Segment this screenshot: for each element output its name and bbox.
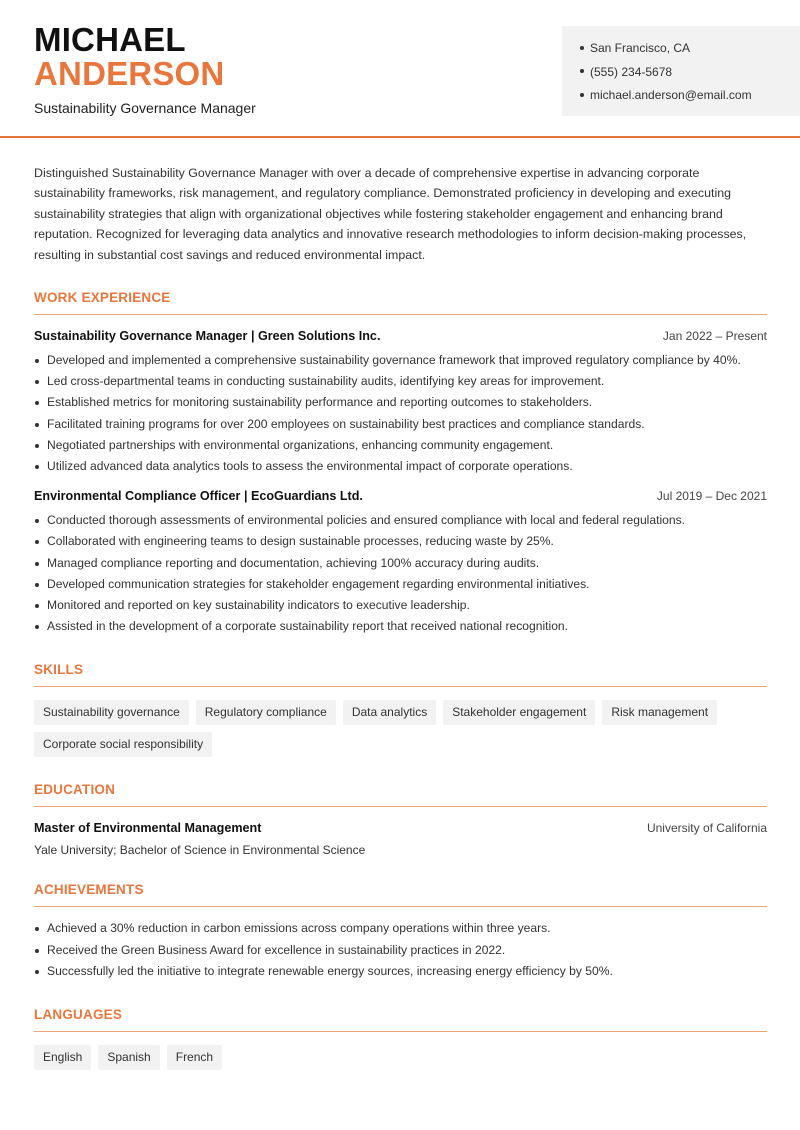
education-detail: Yale University; Bachelor of Science in Environmental Science xyxy=(34,843,366,858)
list-item: Monitored and reported on key sustainability indicators to executive leadership. xyxy=(34,595,767,616)
skill-tag: Risk management xyxy=(602,700,717,725)
languages-list xyxy=(34,1045,767,1070)
professional-summary: Distinguished Sustainability Governance Manager with over a decade of comprehensive expertise in advancing corporate sustainability frameworks, risk management, and regulatory compliance. Demonstrated proficiency in developing and executing sustainability strategies that align with organizational objectives while fostering stakeholder engagement and enhancing brand reputation. Recognized for leveraging data analytics and innovative research methodologies to inform decision-making processes, resulting in substantial cost savings and reduced environmental impact. xyxy=(34,166,747,262)
resume-body xyxy=(34,163,767,1070)
contact-box xyxy=(562,26,800,116)
bullet-icon xyxy=(580,69,584,73)
list-item: Managed compliance reporting and documentation, achieving 100% accuracy during audits. xyxy=(34,553,767,574)
resume-header xyxy=(0,0,800,138)
skills-list xyxy=(34,700,767,757)
job-entry xyxy=(34,329,767,477)
language-tag: English xyxy=(34,1045,91,1070)
job-bullets xyxy=(34,350,767,477)
institution: University of California xyxy=(646,821,767,836)
contact-location: San Francisco, CA xyxy=(580,37,800,61)
list-item: Utilized advanced data analytics tools to assess the environmental impact of corporate operations. xyxy=(34,456,767,477)
first-name: MICHAEL xyxy=(34,21,186,58)
education-entry xyxy=(34,821,767,857)
list-item: Achieved a 30% reduction in carbon emissions across company operations within three years. xyxy=(34,918,767,939)
job-dates: Jul 2019 – Dec 2021 xyxy=(656,489,767,504)
contact-phone: (555) 234-5678 xyxy=(580,61,800,85)
job-title: Sustainability Governance Manager | Green Solutions Inc. xyxy=(34,329,381,344)
section-heading-achievements: ACHIEVEMENTS xyxy=(34,882,767,907)
skill-tag: Sustainability governance xyxy=(34,700,189,725)
list-item: Successfully led the initiative to integrate renewable energy sources, increasing energy efficiency by 50%. xyxy=(34,961,767,982)
language-tag: French xyxy=(167,1045,222,1070)
job-title-heading: Sustainability Governance Manager xyxy=(34,100,256,116)
bullet-icon xyxy=(580,46,584,50)
list-item: Negotiated partnerships with environmental organizations, enhancing community engagement. xyxy=(34,435,767,456)
list-item: Collaborated with engineering teams to design sustainable processes, reducing waste by 25%. xyxy=(34,531,767,552)
achievements-list xyxy=(34,918,767,982)
list-item: Developed communication strategies for stakeholder engagement regarding environmental initiatives. xyxy=(34,574,767,595)
section-heading-work: WORK EXPERIENCE xyxy=(34,290,767,315)
section-heading-languages: LANGUAGES xyxy=(34,1007,767,1032)
list-item: Led cross-departmental teams in conducting sustainability audits, identifying key areas for improvement. xyxy=(34,371,767,392)
job-bullets xyxy=(34,510,767,637)
degree: Master of Environmental Management xyxy=(34,821,262,836)
skill-tag: Corporate social responsibility xyxy=(34,732,212,757)
list-item: Developed and implemented a comprehensive sustainability governance framework that improved regulatory compliance by 40%. xyxy=(34,350,767,371)
list-item: Facilitated training programs for over 200 employees on sustainability best practices and compliance standards. xyxy=(34,414,767,435)
job-dates: Jan 2022 – Present xyxy=(662,329,767,344)
skill-tag: Stakeholder engagement xyxy=(443,700,595,725)
skill-tag: Regulatory compliance xyxy=(196,700,336,725)
list-item: Assisted in the development of a corporate sustainability report that received national recognition. xyxy=(34,616,767,637)
list-item: Established metrics for monitoring sustainability performance and reporting outcomes to stakeholders. xyxy=(34,392,767,413)
contact-email: michael.anderson@email.com xyxy=(580,84,800,108)
skill-tag: Data analytics xyxy=(343,700,436,725)
section-heading-education: EDUCATION xyxy=(34,782,767,807)
section-heading-skills: SKILLS xyxy=(34,662,767,687)
bullet-icon xyxy=(580,93,584,97)
candidate-name xyxy=(34,21,225,92)
list-item: Received the Green Business Award for excellence in sustainability practices in 2022. xyxy=(34,940,767,961)
list-item: Conducted thorough assessments of environmental policies and ensured compliance with local and federal regulations. xyxy=(34,510,767,531)
job-entry xyxy=(34,489,767,637)
language-tag: Spanish xyxy=(98,1045,159,1070)
job-title: Environmental Compliance Officer | EcoGuardians Ltd. xyxy=(34,489,363,504)
last-name: ANDERSON xyxy=(34,55,225,92)
